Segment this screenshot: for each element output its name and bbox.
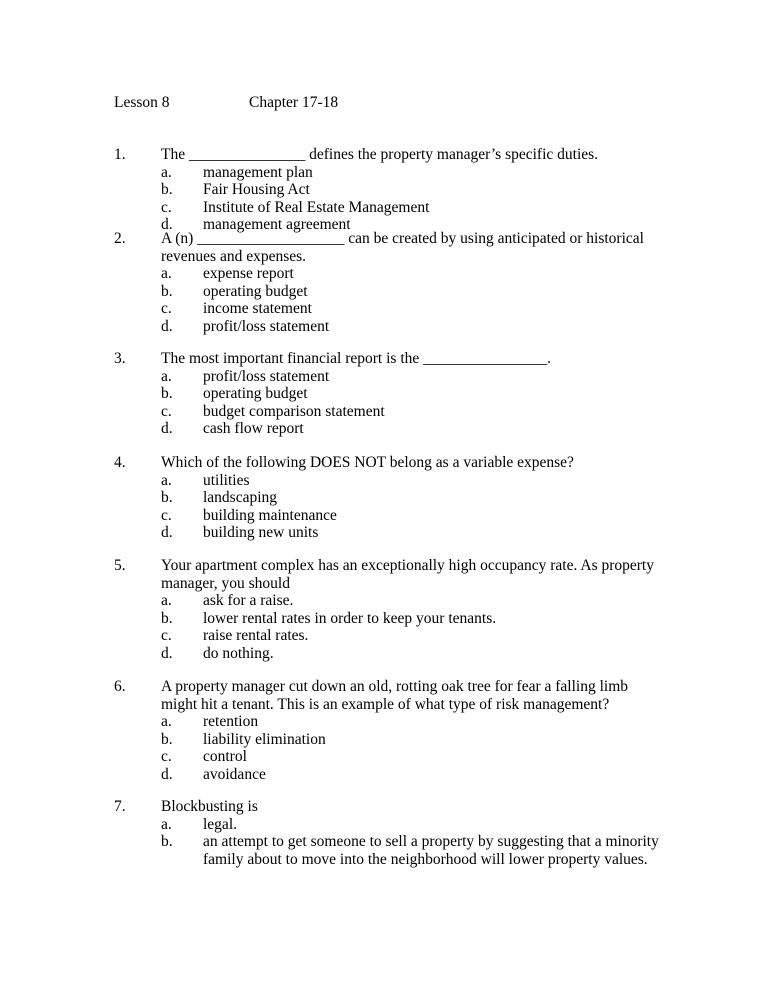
option-b bbox=[161, 610, 674, 628]
option-a bbox=[161, 713, 674, 731]
document-header bbox=[114, 94, 674, 112]
question-text: The most important financial report is the ________________. bbox=[161, 350, 552, 367]
option-text: control bbox=[203, 748, 247, 765]
option-letter: c. bbox=[161, 300, 172, 317]
option-letter: c. bbox=[161, 198, 172, 216]
option-text: ask for a raise. bbox=[203, 592, 294, 609]
question-number: 1. bbox=[114, 146, 126, 163]
option-letter: a. bbox=[161, 592, 172, 609]
option-b bbox=[161, 489, 674, 507]
option-letter: b. bbox=[161, 181, 173, 198]
option-b bbox=[161, 385, 674, 403]
option-b bbox=[161, 833, 674, 868]
option-letter: d. bbox=[161, 524, 173, 541]
option-text: management agreement bbox=[203, 216, 351, 233]
option-letter: b. bbox=[161, 730, 173, 748]
option-text: building maintenance bbox=[203, 506, 337, 524]
option-c bbox=[161, 403, 674, 421]
option-text: profit/loss statement bbox=[203, 317, 330, 335]
question-text: Your apartment complex has an exceptionally high occupancy rate. As property manager, you should bbox=[161, 557, 654, 592]
option-text: liability elimination bbox=[203, 730, 326, 748]
option-text: profit/loss statement bbox=[203, 367, 330, 385]
option-d bbox=[161, 318, 674, 336]
option-text: budget comparison statement bbox=[203, 402, 385, 420]
option-letter: b. bbox=[161, 489, 173, 506]
question-4 bbox=[114, 454, 674, 542]
option-letter: a. bbox=[161, 265, 172, 282]
option-c bbox=[161, 300, 674, 318]
option-text: operating budget bbox=[203, 282, 308, 300]
option-letter: a. bbox=[161, 471, 172, 489]
option-d bbox=[161, 645, 674, 663]
question-text: A (n) ___________________ can be created by using anticipated or historical revenues and expenses. bbox=[161, 230, 644, 265]
question-text: Blockbusting is bbox=[161, 798, 258, 815]
option-c bbox=[161, 507, 674, 525]
question-number: 4. bbox=[114, 454, 126, 471]
option-letter: d. bbox=[161, 420, 173, 437]
option-letter: b. bbox=[161, 833, 173, 850]
option-letter: a. bbox=[161, 367, 172, 385]
question-6 bbox=[114, 678, 674, 783]
question-number: 3. bbox=[114, 350, 126, 367]
question-text: The _______________ defines the property manager’s specific duties. bbox=[161, 146, 599, 163]
option-text: expense report bbox=[203, 265, 294, 282]
option-a bbox=[161, 472, 674, 490]
option-letter: b. bbox=[161, 385, 173, 402]
question-number: 5. bbox=[114, 557, 126, 574]
question-number: 6. bbox=[114, 678, 126, 695]
option-letter: a. bbox=[161, 163, 172, 181]
option-a bbox=[161, 164, 674, 182]
option-letter: a. bbox=[161, 815, 172, 833]
question-2 bbox=[114, 230, 674, 335]
option-letter: c. bbox=[161, 402, 172, 420]
question-text: Which of the following DOES NOT belong as a variable expense? bbox=[161, 454, 574, 471]
question-3 bbox=[114, 350, 674, 438]
question-1 bbox=[114, 146, 674, 234]
option-text: Institute of Real Estate Management bbox=[203, 198, 430, 216]
question-text: A property manager cut down an old, rotting oak tree for fear a falling limb might hit a tenant. This is an example of what type of risk management? bbox=[161, 678, 628, 713]
option-text: an attempt to get someone to sell a property by suggesting that a minority family about to move into the neighborhood will lower property values. bbox=[203, 833, 659, 868]
chapter-label: Chapter 17-18 bbox=[249, 94, 339, 111]
option-c bbox=[161, 627, 674, 645]
option-text: legal. bbox=[203, 815, 237, 833]
option-d bbox=[161, 766, 674, 784]
option-text: do nothing. bbox=[203, 644, 274, 662]
option-letter: d. bbox=[161, 216, 173, 233]
lesson-label: Lesson 8 bbox=[114, 94, 170, 111]
option-letter: b. bbox=[161, 282, 173, 300]
question-5 bbox=[114, 557, 674, 662]
option-text: landscaping bbox=[203, 489, 278, 506]
option-d bbox=[161, 524, 674, 542]
option-text: cash flow report bbox=[203, 420, 304, 437]
option-letter: a. bbox=[161, 713, 172, 730]
option-text: raise rental rates. bbox=[203, 627, 309, 644]
option-text: building new units bbox=[203, 524, 319, 541]
question-7 bbox=[114, 798, 674, 868]
question-number: 7. bbox=[114, 798, 126, 815]
option-b bbox=[161, 731, 674, 749]
option-a bbox=[161, 816, 674, 834]
option-text: operating budget bbox=[203, 385, 308, 402]
option-text: lower rental rates in order to keep your tenants. bbox=[203, 609, 497, 627]
option-text: management plan bbox=[203, 163, 313, 181]
option-letter: d. bbox=[161, 765, 173, 783]
option-letter: c. bbox=[161, 627, 172, 644]
option-text: retention bbox=[203, 713, 259, 730]
option-letter: c. bbox=[161, 506, 172, 524]
option-c bbox=[161, 199, 674, 217]
option-text: income statement bbox=[203, 300, 312, 317]
option-letter: d. bbox=[161, 317, 173, 335]
option-a bbox=[161, 592, 674, 610]
option-b bbox=[161, 181, 674, 199]
option-text: utilities bbox=[203, 471, 250, 489]
option-letter: c. bbox=[161, 748, 172, 765]
option-c bbox=[161, 748, 674, 766]
question-number: 2. bbox=[114, 230, 126, 247]
option-b bbox=[161, 283, 674, 301]
option-d bbox=[161, 420, 674, 438]
option-a bbox=[161, 265, 674, 283]
option-text: Fair Housing Act bbox=[203, 181, 310, 198]
option-text: avoidance bbox=[203, 765, 266, 783]
option-letter: b. bbox=[161, 609, 173, 627]
option-letter: d. bbox=[161, 644, 173, 662]
option-a bbox=[161, 368, 674, 386]
